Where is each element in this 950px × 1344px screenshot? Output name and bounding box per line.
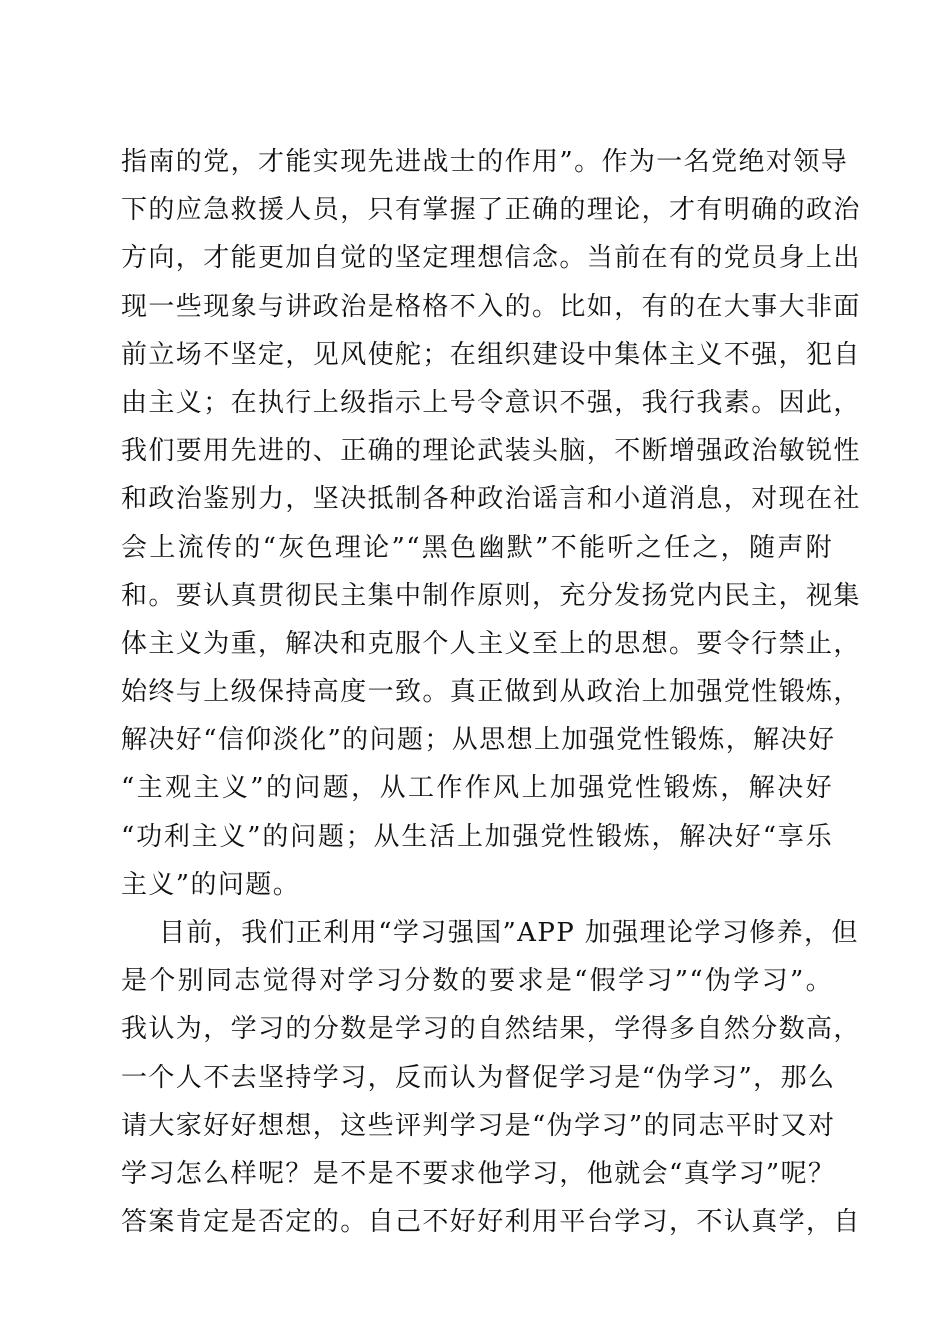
text-line: 现一些现象与讲政治是格格不入的。比如，有的在大事大非面 — [121, 291, 861, 322]
text-line: 请大家好好想想，这些评判学习是“伪学习”的同志平时又对 — [121, 1110, 836, 1141]
paragraph-start-line: 目前，我们正利用“学习强国”APP 加强理论学习修养，但 — [159, 918, 859, 948]
text-line: “主观主义”的问题，从工作作风上加强党性锻炼，解决好 — [121, 773, 833, 804]
text-line: 学习怎么样呢？是不是不要求他学习，他就会“真学习”呢？ — [121, 1158, 836, 1189]
text-line: 一个人不去坚持学习，反而认为督促学习是“伪学习”，那么 — [121, 1062, 836, 1093]
text-line: 下的应急救援人员，只有掌握了正确的理论，才有明确的政治 — [121, 195, 861, 226]
text-line: 体主义为重，解决和克服个人主义至上的思想。要令行禁止， — [121, 628, 861, 659]
body-text — [121, 138, 861, 1246]
text-line: 我认为，学习的分数是学习的自然结果，学得多自然分数高， — [121, 1014, 861, 1045]
text-line: 是个别同志觉得对学习分数的要求是“假学习”“伪学习”。 — [121, 966, 833, 997]
text-line: 始终与上级保持高度一致。真正做到从政治上加强党性锻炼， — [121, 677, 861, 708]
text-line: 前立场不坚定，见风使舵；在组织建设中集体主义不强，犯自 — [121, 339, 861, 370]
text-line: 方向，才能更加自觉的坚定理想信念。当前在有的党员身上出 — [121, 243, 861, 274]
text-line: 和政治鉴别力，坚决抵制各种政治谣言和小道消息，对现在社 — [121, 484, 861, 515]
text-line: “功利主义”的问题；从生活上加强党性锻炼，解决好“享乐 — [121, 821, 833, 852]
text-line: 由主义；在执行上级指示上号令意识不强，我行我素。因此， — [121, 387, 861, 418]
text-line: 解决好“信仰淡化”的问题；从思想上加强党性锻炼，解决好 — [121, 725, 836, 756]
text-line: 我们要用先进的、正确的理论武装头脑，不断增强政治敏锐性 — [121, 436, 861, 467]
text-line: 会上流传的“灰色理论”“黑色幽默”不能听之任之，随声附 — [121, 532, 833, 563]
paragraph-end-line: 主义”的问题。 — [121, 869, 301, 900]
text-line: 答案肯定是否定的。自己不好好利用平台学习，不认真学，自 — [121, 1207, 861, 1238]
text-line: 指南的党，才能实现先进战士的作用”。作为一名党绝对领导 — [121, 147, 849, 177]
text-line: 和。要认真贯彻民主集中制作原则，充分发扬党内民主，视集 — [121, 580, 861, 611]
